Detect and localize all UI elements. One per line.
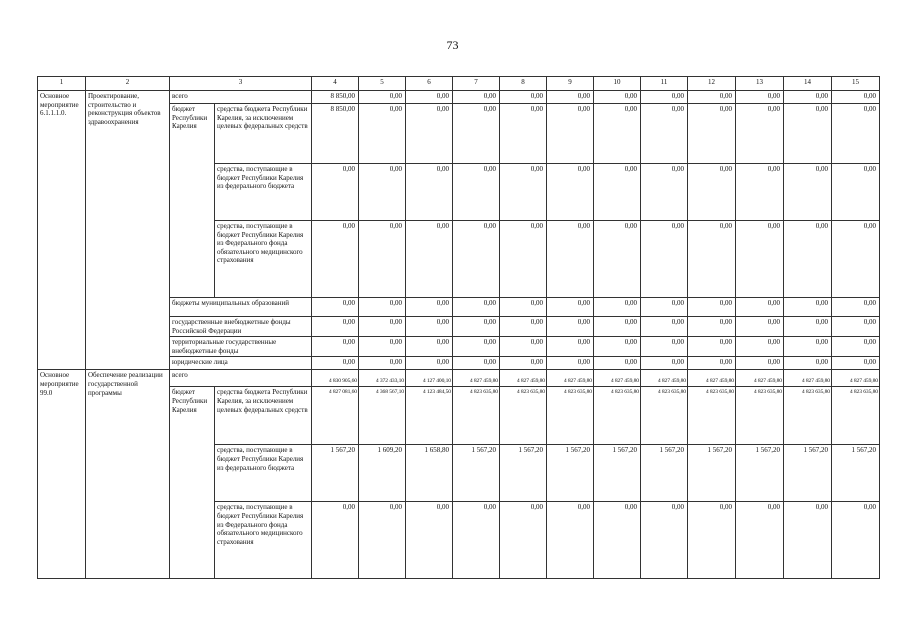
value-cell: 0,00 xyxy=(500,357,547,370)
column-header: 8 xyxy=(500,77,547,91)
value-cell: 4 823 635,80 xyxy=(832,387,880,445)
value-cell: 4 823 635,80 xyxy=(594,387,641,445)
value-cell: 0,00 xyxy=(406,357,453,370)
column-header: 3 xyxy=(170,77,312,91)
value-cell: 8 850,00 xyxy=(312,104,359,164)
value-cell: 4 827 459,80 xyxy=(500,370,547,387)
value-cell: 0,00 xyxy=(594,91,641,104)
value-cell: 0,00 xyxy=(547,337,594,357)
value-cell: 4 827 081,60 xyxy=(312,387,359,445)
measure-title: Обеспечение реализации государственной программы xyxy=(86,370,170,579)
value-cell: 0,00 xyxy=(547,221,594,298)
value-cell: 0,00 xyxy=(688,104,736,164)
value-cell: 0,00 xyxy=(832,298,880,317)
value-cell: 0,00 xyxy=(547,164,594,221)
value-cell: 0,00 xyxy=(406,502,453,579)
value-cell: 0,00 xyxy=(594,502,641,579)
value-cell: 0,00 xyxy=(784,337,832,357)
value-cell: 0,00 xyxy=(832,164,880,221)
value-cell: 4 823 635,80 xyxy=(500,387,547,445)
value-cell: 0,00 xyxy=(641,164,688,221)
value-cell: 0,00 xyxy=(594,317,641,337)
value-cell: 0,00 xyxy=(312,337,359,357)
value-cell: 0,00 xyxy=(406,317,453,337)
value-cell: 0,00 xyxy=(453,104,500,164)
value-cell: 0,00 xyxy=(547,298,594,317)
budget-table xyxy=(37,76,880,579)
value-cell: 4 123 484,50 xyxy=(406,387,453,445)
value-cell: 0,00 xyxy=(500,104,547,164)
column-header: 9 xyxy=(547,77,594,91)
value-cell: 0,00 xyxy=(736,221,784,298)
column-header: 6 xyxy=(406,77,453,91)
column-number-row xyxy=(38,77,880,91)
value-cell: 0,00 xyxy=(359,164,406,221)
value-cell: 1 567,20 xyxy=(547,445,594,502)
source-label: бюджет Республики Карелия xyxy=(170,387,215,579)
measure-name: Основное мероприятие 6.1.1.1.0. xyxy=(38,91,86,370)
value-cell: 1 567,20 xyxy=(453,445,500,502)
value-cell: 4 827 459,80 xyxy=(832,370,880,387)
value-cell: 0,00 xyxy=(641,317,688,337)
column-header: 12 xyxy=(688,77,736,91)
value-cell: 0,00 xyxy=(594,298,641,317)
value-cell: 1 567,20 xyxy=(832,445,880,502)
value-cell: 0,00 xyxy=(406,221,453,298)
value-cell: 1 567,20 xyxy=(784,445,832,502)
value-cell: 0,00 xyxy=(500,221,547,298)
value-cell: 0,00 xyxy=(832,91,880,104)
value-cell: 0,00 xyxy=(641,337,688,357)
value-cell: 0,00 xyxy=(406,164,453,221)
value-cell: 4 368 567,10 xyxy=(359,387,406,445)
value-cell: 4 827 459,80 xyxy=(784,370,832,387)
value-cell: 0,00 xyxy=(784,91,832,104)
value-cell: 0,00 xyxy=(784,298,832,317)
column-header: 14 xyxy=(784,77,832,91)
column-header: 13 xyxy=(736,77,784,91)
value-cell: 0,00 xyxy=(641,221,688,298)
value-cell: 0,00 xyxy=(832,337,880,357)
value-cell: 0,00 xyxy=(547,104,594,164)
value-cell: 0,00 xyxy=(784,104,832,164)
value-cell: 0,00 xyxy=(312,357,359,370)
value-cell: 0,00 xyxy=(832,221,880,298)
source-label: государственные внебюджетные фонды Российской Федерации xyxy=(170,317,312,337)
source-label: всего xyxy=(170,370,312,387)
column-header: 5 xyxy=(359,77,406,91)
value-cell: 0,00 xyxy=(406,337,453,357)
source-label: средства, поступающие в бюджет Республики Карелия из федерального бюджета xyxy=(215,445,312,502)
value-cell: 4 827 459,80 xyxy=(736,370,784,387)
source-label: территориальные государственные внебюджетные фонды xyxy=(170,337,312,357)
value-cell: 0,00 xyxy=(594,357,641,370)
value-cell: 4 823 635,80 xyxy=(453,387,500,445)
value-cell: 1 567,20 xyxy=(594,445,641,502)
value-cell: 0,00 xyxy=(500,298,547,317)
value-cell: 4 823 635,80 xyxy=(547,387,594,445)
value-cell: 1 567,20 xyxy=(500,445,547,502)
value-cell: 0,00 xyxy=(688,502,736,579)
value-cell: 0,00 xyxy=(406,104,453,164)
value-cell: 0,00 xyxy=(594,104,641,164)
value-cell: 0,00 xyxy=(736,164,784,221)
value-cell: 1 567,20 xyxy=(641,445,688,502)
value-cell: 0,00 xyxy=(641,104,688,164)
value-cell: 0,00 xyxy=(547,502,594,579)
value-cell: 0,00 xyxy=(688,91,736,104)
value-cell: 4 823 635,80 xyxy=(641,387,688,445)
value-cell: 8 850,00 xyxy=(312,91,359,104)
source-label: средства, поступающие в бюджет Республики Карелия из Федерального фонда обязательного медицинского страхования xyxy=(215,502,312,579)
value-cell: 0,00 xyxy=(500,164,547,221)
value-cell: 0,00 xyxy=(736,502,784,579)
column-header: 10 xyxy=(594,77,641,91)
page-number: 73 xyxy=(446,38,459,52)
value-cell: 0,00 xyxy=(359,298,406,317)
value-cell: 0,00 xyxy=(784,502,832,579)
value-cell: 4 827 459,80 xyxy=(453,370,500,387)
value-cell: 0,00 xyxy=(312,317,359,337)
value-cell: 0,00 xyxy=(453,357,500,370)
value-cell: 0,00 xyxy=(784,317,832,337)
value-cell: 4 827 459,80 xyxy=(641,370,688,387)
value-cell: 0,00 xyxy=(594,337,641,357)
measure-title: Проектирование, строительство и реконструкция объектов здравоохранения xyxy=(86,91,170,370)
value-cell: 4 827 459,80 xyxy=(688,370,736,387)
value-cell: 1 658,80 xyxy=(406,445,453,502)
value-cell: 0,00 xyxy=(453,164,500,221)
value-cell: 1 567,20 xyxy=(312,445,359,502)
value-cell: 0,00 xyxy=(688,221,736,298)
value-cell: 0,00 xyxy=(547,317,594,337)
value-cell: 0,00 xyxy=(359,317,406,337)
column-header: 15 xyxy=(832,77,880,91)
value-cell: 0,00 xyxy=(736,337,784,357)
value-cell: 0,00 xyxy=(406,91,453,104)
source-label: бюджеты муниципальных образований xyxy=(170,298,312,317)
value-cell: 0,00 xyxy=(359,337,406,357)
value-cell: 0,00 xyxy=(736,317,784,337)
value-cell: 0,00 xyxy=(641,91,688,104)
value-cell: 4 372 433,10 xyxy=(359,370,406,387)
value-cell: 4 830 905,60 xyxy=(312,370,359,387)
value-cell: 0,00 xyxy=(453,337,500,357)
source-label: всего xyxy=(170,91,312,104)
value-cell: 0,00 xyxy=(500,317,547,337)
value-cell: 0,00 xyxy=(359,104,406,164)
value-cell: 0,00 xyxy=(453,298,500,317)
value-cell: 0,00 xyxy=(500,337,547,357)
table-row xyxy=(38,370,880,387)
value-cell: 4 823 635,80 xyxy=(784,387,832,445)
source-label: средства, поступающие в бюджет Республики Карелия из Федерального фонда обязательного медицинского страхования xyxy=(215,221,312,298)
value-cell: 0,00 xyxy=(359,357,406,370)
value-cell: 1 567,20 xyxy=(688,445,736,502)
measure-name: Основное мероприятие 99.0 xyxy=(38,370,86,579)
source-label: средства бюджета Республики Карелия, за исключением целевых федеральных средств xyxy=(215,104,312,164)
value-cell: 0,00 xyxy=(359,502,406,579)
value-cell: 0,00 xyxy=(312,221,359,298)
value-cell: 0,00 xyxy=(736,91,784,104)
value-cell: 4 127 400,10 xyxy=(406,370,453,387)
column-header: 4 xyxy=(312,77,359,91)
value-cell: 0,00 xyxy=(312,502,359,579)
value-cell: 0,00 xyxy=(641,357,688,370)
value-cell: 0,00 xyxy=(641,298,688,317)
value-cell: 0,00 xyxy=(688,298,736,317)
column-header: 11 xyxy=(641,77,688,91)
column-header: 7 xyxy=(453,77,500,91)
source-label: средства, поступающие в бюджет Республики Карелия из федерального бюджета xyxy=(215,164,312,221)
value-cell: 0,00 xyxy=(453,317,500,337)
value-cell: 0,00 xyxy=(359,91,406,104)
value-cell: 0,00 xyxy=(736,357,784,370)
column-header: 1 xyxy=(38,77,86,91)
value-cell: 0,00 xyxy=(547,357,594,370)
value-cell: 0,00 xyxy=(594,221,641,298)
value-cell: 4 827 459,80 xyxy=(547,370,594,387)
column-header: 2 xyxy=(86,77,170,91)
value-cell: 0,00 xyxy=(406,298,453,317)
source-label: средства бюджета Республики Карелия, за исключением целевых федеральных средств xyxy=(215,387,312,445)
value-cell: 0,00 xyxy=(832,317,880,337)
value-cell: 0,00 xyxy=(832,357,880,370)
value-cell: 0,00 xyxy=(688,337,736,357)
value-cell: 0,00 xyxy=(359,221,406,298)
value-cell: 0,00 xyxy=(594,164,641,221)
value-cell: 0,00 xyxy=(453,221,500,298)
value-cell: 0,00 xyxy=(453,91,500,104)
value-cell: 4 827 459,80 xyxy=(594,370,641,387)
source-label: бюджет Республики Карелия xyxy=(170,104,215,298)
value-cell: 0,00 xyxy=(312,298,359,317)
value-cell: 4 823 635,80 xyxy=(736,387,784,445)
table-row xyxy=(38,91,880,104)
value-cell: 0,00 xyxy=(784,357,832,370)
value-cell: 0,00 xyxy=(784,164,832,221)
value-cell: 0,00 xyxy=(688,357,736,370)
value-cell: 0,00 xyxy=(784,221,832,298)
value-cell: 0,00 xyxy=(641,502,688,579)
value-cell: 0,00 xyxy=(832,104,880,164)
value-cell: 0,00 xyxy=(500,91,547,104)
source-label: юридические лица xyxy=(170,357,312,370)
value-cell: 0,00 xyxy=(312,164,359,221)
value-cell: 0,00 xyxy=(688,164,736,221)
value-cell: 0,00 xyxy=(736,298,784,317)
value-cell: 0,00 xyxy=(736,104,784,164)
value-cell: 0,00 xyxy=(500,502,547,579)
value-cell: 0,00 xyxy=(547,91,594,104)
value-cell: 4 823 635,80 xyxy=(688,387,736,445)
value-cell: 0,00 xyxy=(832,502,880,579)
value-cell: 1 567,20 xyxy=(736,445,784,502)
value-cell: 0,00 xyxy=(453,502,500,579)
value-cell: 0,00 xyxy=(688,317,736,337)
value-cell: 1 609,20 xyxy=(359,445,406,502)
